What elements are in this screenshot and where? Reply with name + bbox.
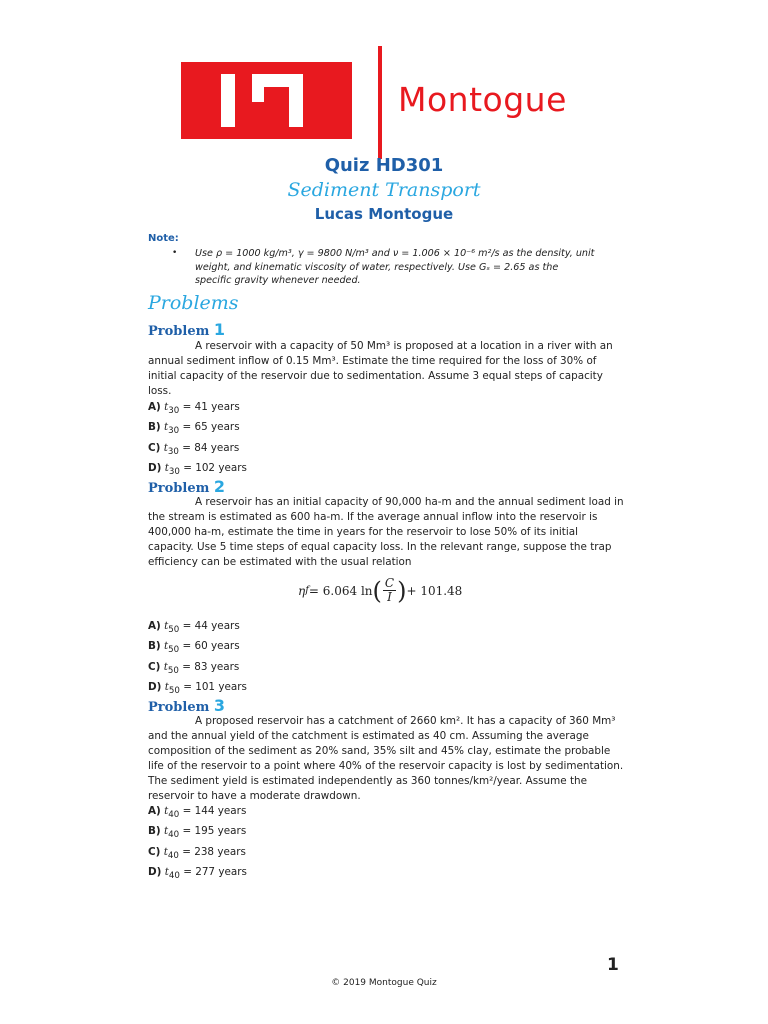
note-bullet: • bbox=[172, 248, 178, 258]
problem-1-statement bbox=[148, 339, 624, 399]
logo-divider bbox=[378, 46, 382, 159]
trap-efficiency-formula: η f = 6.064 ln ( $\frac{C}{I}$ ) + 101.48 bbox=[298, 576, 463, 605]
quiz-author: Lucas Montogue bbox=[314, 205, 454, 223]
problem-2-heading bbox=[148, 477, 225, 496]
note-text: Use ρ = 1000 kg/m³, γ = 9800 N/m³ and ν = 1.006 × 10⁻⁶ m²/s as the density, unit weight, and kinematic viscosity of water, respectively. Use Gₛ = 2.65 as the specific gravity whenever needed. bbox=[195, 248, 595, 286]
problem-2-options bbox=[148, 618, 247, 700]
problem-label: Problem bbox=[148, 481, 210, 496]
problems-heading: Problems bbox=[148, 292, 239, 314]
problem-label: Problem bbox=[148, 324, 210, 339]
problem-3-options bbox=[148, 803, 247, 885]
quiz-title: Quiz HD301 bbox=[324, 155, 444, 176]
formula-rhs: + 101.48 bbox=[406, 583, 463, 598]
statement-text: A reservoir has an initial capacity of 90,000 ha-m and the annual sediment load in the stream is estimated as 600 ha-m. If the average annual inflow into the reservoir is 400,000 ha-m, estimate the time in years for the reservoir to lose 50% of its initial capacity. Use 5 time steps of equal capacity loss. In the relevant range, suppose the trap efficiency can be estimated with the usual relation bbox=[148, 496, 624, 568]
problem-number: 3 bbox=[213, 696, 226, 715]
logo-bar-mid bbox=[252, 87, 264, 102]
problem-1-options bbox=[148, 399, 247, 481]
option-a: A) $t_{30} = 41$ years bbox=[148, 401, 240, 417]
copyright-footer: © 2019 Montogue Quiz bbox=[331, 978, 437, 988]
problem-number: 1 bbox=[213, 320, 226, 339]
statement-text: A proposed reservoir has a catchment of 2660 km². It has a capacity of 360 Mm³ and the annual yield of the catchment is estimated as 40 cm. Assuming the average composition of the sediment as 20% sand, 35% silt and 45% clay, estimate the probable life of the reservoir to a point where 40% of the reservoir capacity is lost by sedimentation. The sediment yield is estimated independently as 360 tonnes/km²/year. Assume the reservoir to have a moderate drawdown. bbox=[148, 715, 624, 802]
option-c: C) $t_{50} = 83$ years bbox=[148, 660, 240, 676]
formula-eq: = 6.064 ln bbox=[308, 583, 373, 598]
logo-bar-top bbox=[252, 74, 303, 87]
option-b: B) $t_{40} = 195$ years bbox=[148, 825, 247, 841]
problem-2-statement bbox=[148, 495, 624, 570]
formula-denominator: I bbox=[387, 590, 392, 604]
option-a: A) $t_{50} = 44$ years bbox=[148, 620, 240, 636]
logo-bar-left bbox=[221, 74, 235, 127]
statement-text: A reservoir with a capacity of 50 Mm³ is proposed at a location in a river with an annual sediment inflow of 0.15 Mm³. Estimate the time required for the loss of 30% of initial capacity of the reservoir due to sedimentation. Assume 3 equal steps of capacity loss. bbox=[148, 340, 613, 397]
quiz-subject: Sediment Transport bbox=[287, 179, 481, 201]
option-a: A) $t_{40} = 144$ years bbox=[148, 805, 247, 821]
option-c: C) $t_{40} = 238$ years bbox=[148, 845, 246, 861]
formula-fraction bbox=[383, 577, 396, 604]
logo-bar-right bbox=[289, 87, 303, 127]
logo-wordmark: Montogue bbox=[398, 80, 567, 119]
option-d: D) $t_{30} = 102$ years bbox=[148, 462, 247, 478]
option-c: C) $t_{30} = 84$ years bbox=[148, 441, 240, 457]
problem-number: 2 bbox=[213, 477, 226, 496]
formula-numerator: C bbox=[384, 576, 395, 590]
problem-label: Problem bbox=[148, 700, 210, 715]
option-d: D) $t_{40} = 277$ years bbox=[148, 866, 247, 882]
formula-lhs: η bbox=[298, 583, 306, 598]
option-b: B) $t_{50} = 60$ years bbox=[148, 640, 240, 656]
problem-1-heading bbox=[148, 320, 225, 339]
problem-3-heading bbox=[148, 696, 225, 715]
note-label: Note: bbox=[148, 233, 179, 244]
formula-lhs-sub: f bbox=[305, 585, 309, 596]
montogue-logo-mark bbox=[181, 62, 352, 139]
problem-3-statement bbox=[148, 714, 624, 804]
option-b: B) $t_{30} = 65$ years bbox=[148, 421, 240, 437]
option-d: D) $t_{50} = 101$ years bbox=[148, 681, 247, 697]
page-number: 1 bbox=[607, 955, 619, 975]
